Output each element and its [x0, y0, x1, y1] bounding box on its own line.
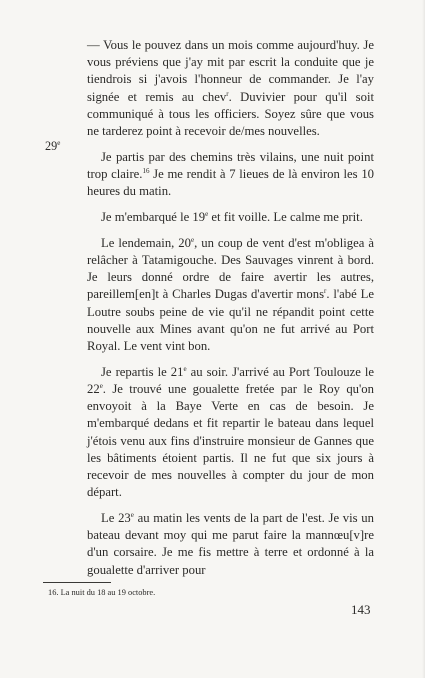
- paragraph-text: . l'abé Le Loutre soubs peine de vie qu'il ne répandit point cette nouvelle aux Mines avant qu'on ne fut arrivé au Port Royal. Le vent vint bon.: [87, 287, 374, 354]
- footnote: 16. La nuit du 18 au 19 octobre.: [48, 588, 156, 597]
- superscript: e: [130, 511, 134, 520]
- paragraph-text: — Vous le pouvez dans un mois comme aujourd'huy. Je vous préviens que j'ay mit par escrit la conduite que je tiendrois si j'avois l'honneur de commander. Je l'ay signée et remis au chev: [87, 38, 374, 104]
- paragraph-text: . Je trouvé une goualette fretée par le Roy qu'on envoyoit à la Baye Verte en cas de besoin. Je m'embarqué dedans et fit repartir le bateau dans lequel j'étois venu aux fins d'instruire monsieur de Gannes que les bâtiments étoient partis. Il ne fut que six jours à recevoir de mes nouvelles à compter du jour de mon départ.: [87, 382, 374, 500]
- paragraph: [87, 364, 374, 502]
- paragraph-text: Je partis par des chemins très vilains, une nuit point trop claire.: [87, 149, 374, 182]
- footnote-ref: 16: [142, 167, 150, 176]
- page-number: 143: [351, 602, 371, 617]
- margin-folio-note: [45, 138, 60, 155]
- margin-note-number: 29: [45, 139, 58, 153]
- paragraph-text: Je me rendit à 7 lieues de là environ les 10 heures du matin.: [87, 167, 375, 199]
- body-text: [87, 37, 374, 579]
- paragraph: [87, 510, 374, 579]
- paragraph-text: . Duvivier pour qu'il soit communiqué à tous les officiers. Soyez sûre que vous ne tarderez point à recevoir de/mes nouvelles.: [87, 89, 375, 139]
- paragraph: [87, 149, 374, 201]
- paragraph-text: Je repartis le 21: [101, 364, 184, 379]
- paragraph-text: au soir. J'arrivé au Port Toulouze le 22: [87, 364, 374, 397]
- paragraph-text: et fit voille. Le calme me prit.: [208, 210, 363, 225]
- paragraph: [87, 235, 374, 355]
- paragraph: [87, 209, 374, 226]
- superscript: e: [191, 235, 195, 244]
- superscript: e: [99, 382, 103, 391]
- paragraph-text: Le 23: [101, 511, 131, 526]
- footnote-rule: [43, 582, 111, 583]
- margin-note-sup: e: [57, 139, 61, 147]
- superscript: e: [183, 364, 187, 373]
- paragraph-text: Le lendemain, 20: [101, 235, 191, 250]
- paragraph-text: Je m'embarqué le 19: [101, 210, 206, 225]
- superscript: e: [205, 210, 209, 219]
- paragraph: [87, 37, 374, 140]
- superscript: r: [324, 287, 327, 296]
- paragraph-text: , un coup de vent d'est m'obligea à relâcher à Tatamigouche. Des Sauvages vinrent à bord. Je leurs donné ordre de faire avertir les autres, pareillem[en]t à Charles Dugas d'avertir mons: [87, 235, 374, 302]
- superscript: r: [226, 89, 229, 98]
- paragraph-text: au matin les vents de la part de l'est. Je vis un bateau devant moy qui me parut faire la mannœu[v]re d'un corsaire. Je me fis mettre à terre et ordonné à la goualette d'arriver pour: [87, 511, 374, 577]
